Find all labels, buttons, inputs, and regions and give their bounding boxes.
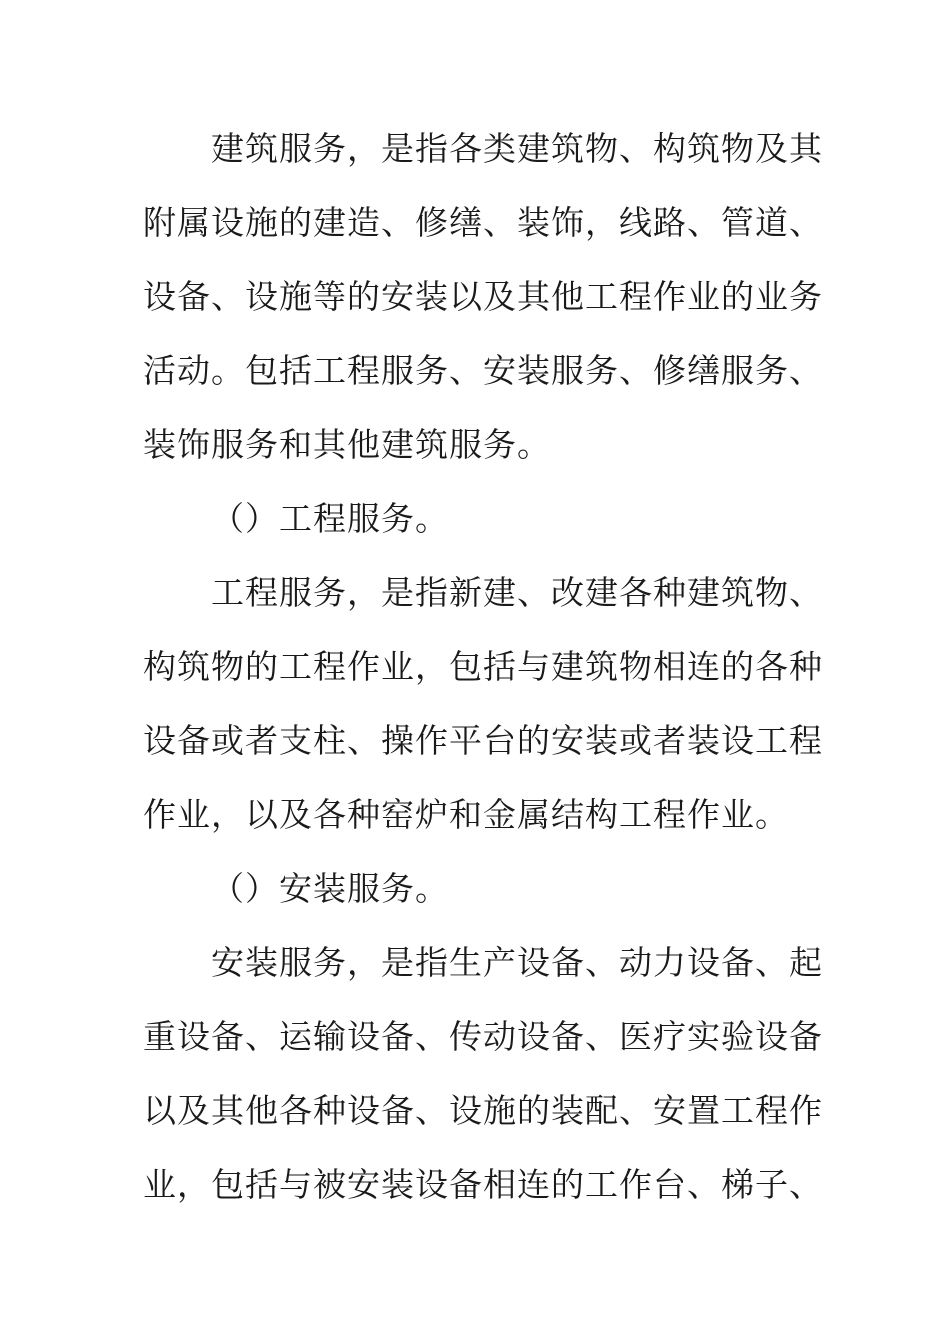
paragraph-line: 装饰服务和其他建筑服务。 bbox=[143, 425, 551, 464]
paragraph-line: 重设备、运输设备、传动设备、医疗实验设备 bbox=[143, 1017, 823, 1056]
paragraph-line: 设备或者支柱、操作平台的安装或者装设工程 bbox=[143, 721, 823, 760]
paragraph-line: 以及其他各种设备、设施的装配、安置工程作 bbox=[143, 1091, 823, 1130]
document-body bbox=[143, 112, 823, 1222]
paragraph-line: 工程服务，是指新建、改建各种建筑物、 bbox=[211, 573, 823, 612]
paragraph-line: 活动。包括工程服务、安装服务、修缮服务、 bbox=[143, 351, 823, 390]
paragraph-line: 业，包括与被安装设备相连的工作台、梯子、 bbox=[143, 1165, 823, 1204]
paragraph-line: 附属设施的建造、修缮、装饰，线路、管道、 bbox=[143, 203, 823, 242]
section-heading: （）工程服务。 bbox=[211, 499, 449, 538]
paragraph-line: 作业，以及各种窑炉和金属结构工程作业。 bbox=[143, 795, 789, 834]
paragraph-line: 构筑物的工程作业，包括与建筑物相连的各种 bbox=[143, 647, 823, 686]
paragraph-line: 设备、设施等的安装以及其他工程作业的业务 bbox=[143, 277, 823, 316]
paragraph-line: 建筑服务，是指各类建筑物、构筑物及其 bbox=[211, 129, 823, 168]
section-heading: （）安装服务。 bbox=[211, 869, 449, 908]
paragraph-line: 安装服务，是指生产设备、动力设备、起 bbox=[211, 943, 823, 982]
